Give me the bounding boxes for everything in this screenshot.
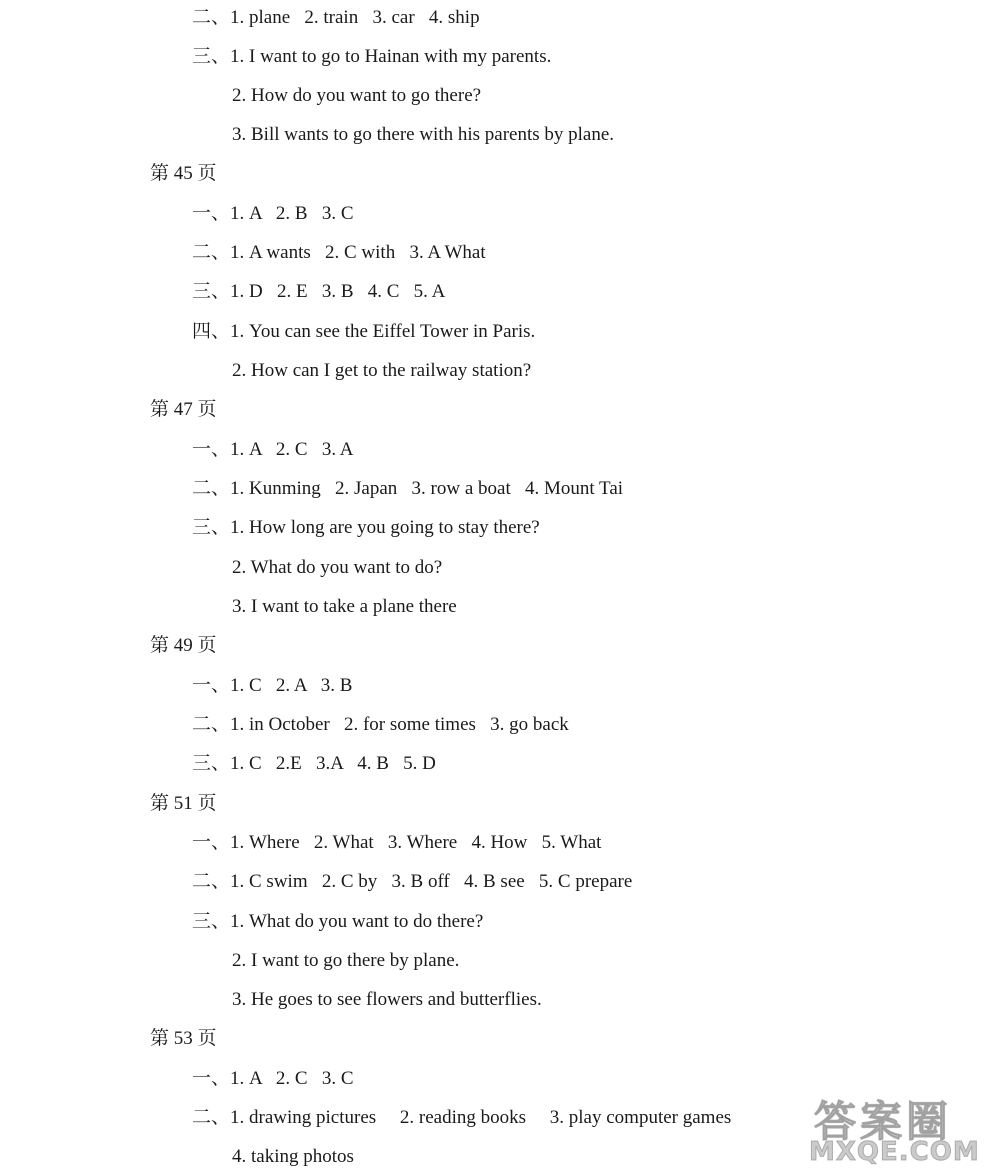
- answer-line: 三、1. How long are you going to stay there?: [192, 517, 540, 538]
- answer-line: 二、1. in October 2. for some times 3. go back: [192, 714, 569, 735]
- answer-line: 3. He goes to see flowers and butterflies.: [232, 989, 542, 1010]
- answer-line: 二、1. C swim 2. C by 3. B off 4. B see 5. C prepare: [192, 871, 633, 892]
- answer-line: 一、1. A 2. B 3. C: [192, 203, 354, 224]
- answer-line: 三、1. I want to go to Hainan with my parents.: [192, 46, 552, 67]
- answer-line: 三、1. C 2.E 3.A 4. B 5. D: [192, 753, 436, 774]
- answer-line: 3. I want to take a plane there: [232, 596, 457, 617]
- answer-line: 2. What do you want to do?: [232, 557, 443, 578]
- answer-line: 3. Bill wants to go there with his parents by plane.: [232, 124, 615, 145]
- answer-line: 四、1. You can see the Eiffel Tower in Paris.: [192, 321, 536, 342]
- answer-line: 2. How do you want to go there?: [232, 85, 482, 106]
- answer-line: 2. I want to go there by plane.: [232, 950, 460, 971]
- answer-line: 一、1. A 2. C 3. A: [192, 439, 354, 460]
- answer-line: 二、1. Kunming 2. Japan 3. row a boat 4. Mount Tai: [192, 478, 624, 499]
- answer-line: 一、1. A 2. C 3. C: [192, 1068, 354, 1089]
- page-number-label: 第 51 页: [150, 793, 217, 814]
- page-number-label: 第 49 页: [150, 635, 217, 656]
- page-number-label: 第 53 页: [150, 1028, 217, 1049]
- watermark-logo-text: 答案圈: [814, 1097, 953, 1146]
- page-number-label: 第 47 页: [150, 399, 217, 420]
- page-number-label: 第 45 页: [150, 163, 217, 184]
- site-watermark: [789, 1089, 994, 1169]
- watermark-url: MXQE.COM: [809, 1137, 980, 1167]
- answer-line: 二、1. plane 2. train 3. car 4. ship: [192, 7, 480, 28]
- answer-line: 4. taking photos: [232, 1146, 354, 1167]
- answer-line: 一、1. Where 2. What 3. Where 4. How 5. What: [192, 832, 602, 853]
- answer-line: 二、1. drawing pictures 2. reading books 3. play computer games: [192, 1107, 732, 1128]
- answer-line: 三、1. What do you want to do there?: [192, 911, 484, 932]
- answer-line: 二、1. A wants 2. C with 3. A What: [192, 242, 486, 263]
- answer-line: 三、1. D 2. E 3. B 4. C 5. A: [192, 281, 446, 302]
- answer-line: 一、1. C 2. A 3. B: [192, 675, 353, 696]
- answer-line: 2. How can I get to the railway station?: [232, 360, 532, 381]
